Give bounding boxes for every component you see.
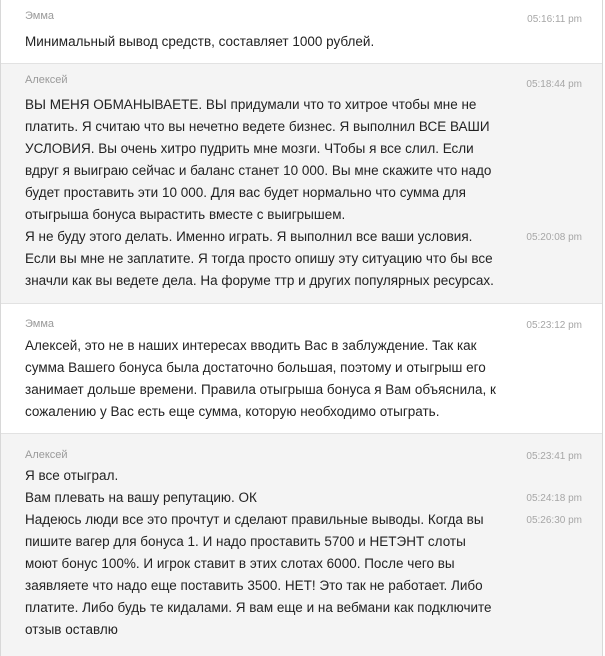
message-timestamp: 05:26:30 pm [526, 515, 582, 526]
message-timestamp: 05:20:08 pm [526, 232, 582, 243]
message-author: Эмма [25, 10, 55, 22]
message-line: занимает дольше времени. Правила отыгрыша бонуса я Вам объяснила, к [25, 382, 496, 397]
message-line: моют бонус 100%. И игрок ставит в этих слотах 6000. После чего вы [25, 556, 455, 571]
message-line: платить. Я считаю что вы нечетно ведете бизнес. Я выполнил ВСЕ ВАШИ [25, 119, 490, 134]
message-line: вдруг я выиграю сейчас и баланс станет 10 000. Вы мне скажите что надо [25, 163, 492, 178]
chat-message [1, 0, 602, 64]
chat-message [1, 64, 602, 304]
message-line: Минимальный вывод средств, составляет 1000 рублей. [25, 34, 375, 49]
message-line: будет проставить эти 10 000. Для вас будет нормально что сумма для [25, 185, 466, 200]
message-line: Я не буду этого делать. Именно играть. Я выполнил все ваши условия. [25, 229, 473, 244]
message-line: Я все отыграл. [25, 468, 119, 483]
message-line: отыгрыша бонуса вырастить вместе с выигрышем. [25, 207, 346, 222]
message-author: Алексей [25, 74, 68, 86]
message-author: Эмма [25, 318, 55, 330]
chat-message [1, 304, 602, 434]
message-line: Надеюсь люди все это прочтут и сделают правильные выводы. Когда вы [25, 512, 484, 527]
message-timestamp: 05:23:12 pm [526, 320, 582, 331]
message-timestamp: 05:24:18 pm [526, 493, 582, 504]
message-author: Алексей [25, 449, 68, 461]
message-line: значли как вы ведете дела. На форуме ттр и других популярных ресурсах. [25, 273, 494, 288]
message-line: УСЛОВИЯ. Вы очень хитро пудрить мне мозги. ЧТобы я все слил. Если [25, 141, 474, 156]
message-line: отзыв оставлю [25, 622, 118, 637]
message-timestamp: 05:18:44 pm [526, 79, 582, 90]
chat-message [1, 434, 602, 656]
message-line: заявляете что надо еще поставить 3500. НЕТ! Это так не работает. Либо [25, 578, 483, 593]
message-line: сумма Вашего бонуса была достаточно большая, поэтому и отыгрыш его [25, 360, 486, 375]
message-timestamp: 05:23:41 pm [526, 451, 582, 462]
message-line: сожалению у Вас есть еще сумма, которую необходимо отыграть. [25, 404, 440, 419]
message-line: ВЫ МЕНЯ ОБМАНЫВАЕТЕ. ВЫ придумали что то хитрое чтобы мне не [25, 97, 477, 112]
message-line: Алексей, это не в наших интересах вводить Вас в заблуждение. Так как [25, 338, 477, 353]
message-line: платите. Либо будь те кидалами. Я вам еще и на вебмани как подключите [25, 600, 492, 615]
message-timestamp: 05:16:11 pm [527, 14, 582, 25]
message-line: пишите вагер для бонуса 1. И надо проставить 5700 и НЕТЭНТ слоты [25, 534, 466, 549]
message-line: Если вы мне не заплатите. Я тогда просто опишу эту ситуацию что бы все [25, 251, 493, 266]
message-line: Вам плевать на вашу репутацию. ОК [25, 490, 257, 505]
